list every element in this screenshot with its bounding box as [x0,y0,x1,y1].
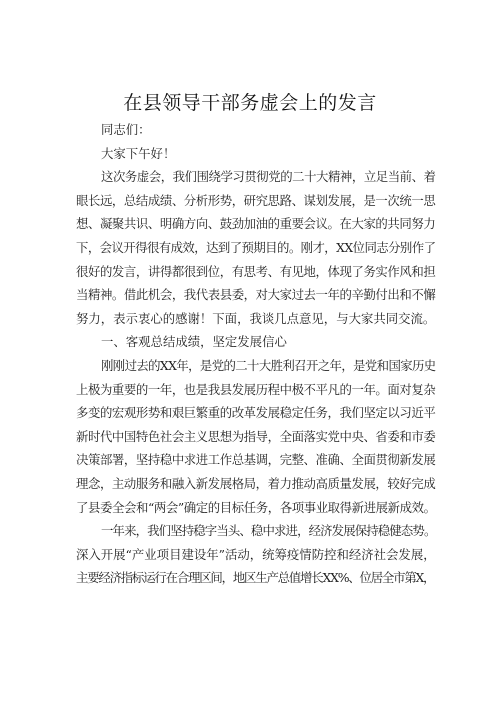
body-line: 眼长远，总结成绩、分析形势，研究思路、谋划发展，是一次统一思 [76,192,436,208]
body-line: 理念，主动服务和融入新发展格局，着力推动高质量发展，较好完成 [76,475,436,491]
body-line: 一年来，我们坚持稳字当头、稳中求进，经济发展保持稳健态势。 [101,523,436,539]
body-line: 一、客观总结成绩，坚定发展信心 [101,334,287,350]
body-line: 了县委全会和“两会”确定的目标任务，各项事业取得新进展新成效。 [76,499,436,515]
body-line: 想、凝聚共识、明确方向、鼓劲加油的重要会议。在大家的共同努力 [76,216,436,232]
document-title: 在县领导干部务虚会上的发言 [123,92,377,114]
body-line: 这次务虚会，我们围绕学习贯彻党的二十大精神，立足当前、着 [101,169,436,185]
body-line: 同志们： [101,122,151,137]
body-line: 上极为重要的一年，也是我县发展历程中极不平凡的一年。面对复杂 [76,381,436,397]
body-line: 下，会议开得很有成效，达到了预期目的。刚才，XX位同志分别作了 [76,239,436,255]
document-body [76,118,436,590]
body-line: 多变的宏观形势和艰巨繁重的改革发展稳定任务，我们坚定以习近平 [76,405,436,421]
body-line: 主要经济指标运行在合理区间，地区生产总值增长XX%、位居全市第X， [76,570,435,586]
body-line: 决策部署，坚持稳中求进工作总基调，完整、准确、全面贯彻新发展 [76,452,436,468]
body-line: 刚刚过去的XX年，是党的二十大胜利召开之年，是党和国家历史 [101,357,436,373]
body-line: 深入开展“产业项目建设年”活动，统筹疫情防控和经济社会发展， [76,546,436,562]
body-line: 大家下午好！ [101,145,176,161]
body-line: 很好的发言，讲得都很到位，有思考、有见地，体现了务实作风和担 [76,263,436,279]
body-line: 努力，表示衷心的感谢！下面，我谈几点意见，与大家共同交流。 [76,310,436,326]
body-line: 新时代中国特色社会主义思想为指导，全面落实党中央、省委和市委 [76,428,436,444]
body-line: 当精神。借此机会，我代表县委，对大家过去一年的辛勤付出和不懈 [76,287,436,303]
